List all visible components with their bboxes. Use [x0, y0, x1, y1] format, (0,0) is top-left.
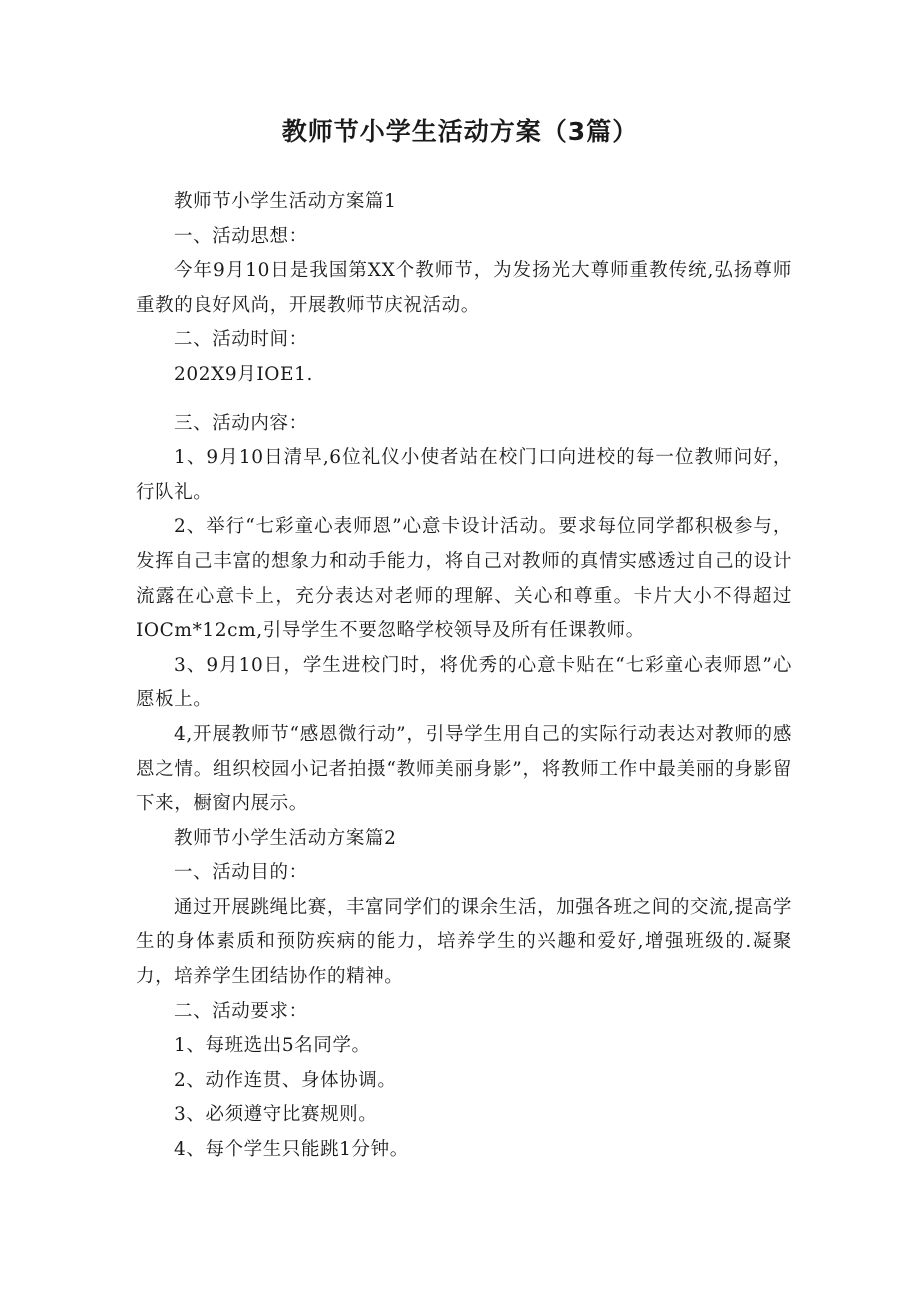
- paragraph-activity-purpose: 通过开展跳绳比赛，丰富同学们的课余生活，加强各班之间的交流,提高学生的身体素质和预防疾病的能力，培养学生的兴趣和爱好,增强班级的.凝聚力，培养学生团结协作的精神。: [136, 896, 792, 988]
- heading-activity-requirements: 二、活动要求：: [174, 1000, 308, 1022]
- list-item-requirement-1: 1、每班选出5名同学。: [174, 1035, 371, 1057]
- heading-activity-purpose: 一、活动目的：: [174, 862, 308, 884]
- heading-activity-content: 三、活动内容：: [174, 412, 308, 434]
- section-heading-2: 教师节小学生活动方案篇2: [174, 827, 397, 849]
- list-item-requirement-2: 2、动作连贯、身体协调。: [174, 1069, 397, 1091]
- list-item-requirement-4: 4、每个学生只能跳1分钟。: [174, 1139, 409, 1161]
- heading-activity-idea: 一、活动思想：: [174, 225, 308, 247]
- document-body: [136, 185, 792, 1168]
- paragraph-activity-time: 202X9月IOE1.: [174, 363, 313, 385]
- list-item-content-3: 3、9月10日，学生进校门时，将优秀的心意卡贴在“七彩童心表师恩”心愿板上。: [136, 654, 792, 711]
- list-item-content-2: 2、举行“七彩童心表师恩”心意卡设计活动。要求每位同学都积极参与，发挥自己丰富的想象力和动手能力，将自己对教师的真情实感透过自己的设计流露在心意卡上，充分表达对老师的理解、关心和尊重。卡片大小不得超过IOCm*12cm,引导学生不要忽略学校领导及所有任课教师。: [136, 516, 792, 642]
- paragraph-activity-idea: 今年9月10日是我国第XX个教师节，为发扬光大尊师重教传统,弘扬尊师重教的良好风尚，开展教师节庆祝活动。: [136, 260, 792, 316]
- heading-activity-time: 二、活动时间：: [174, 329, 308, 351]
- list-item-requirement-3: 3、必须遵守比赛规则。: [174, 1104, 378, 1126]
- document-title: 教师节小学生活动方案（3篇）: [281, 117, 639, 146]
- list-item-content-4: 4,开展教师节“感恩微行动”，引导学生用自己的实际行动表达对教师的感恩之情。组织校园小记者拍摄“教师美丽身影”，将教师工作中最美丽的身影留下来，橱窗内展示。: [136, 723, 792, 815]
- list-item-content-1: 1、9月10日清早,6位礼仪小使者站在校门口向进校的每一位教师问好，行队礼。: [136, 447, 792, 503]
- section-heading-1: 教师节小学生活动方案篇1: [174, 191, 397, 212]
